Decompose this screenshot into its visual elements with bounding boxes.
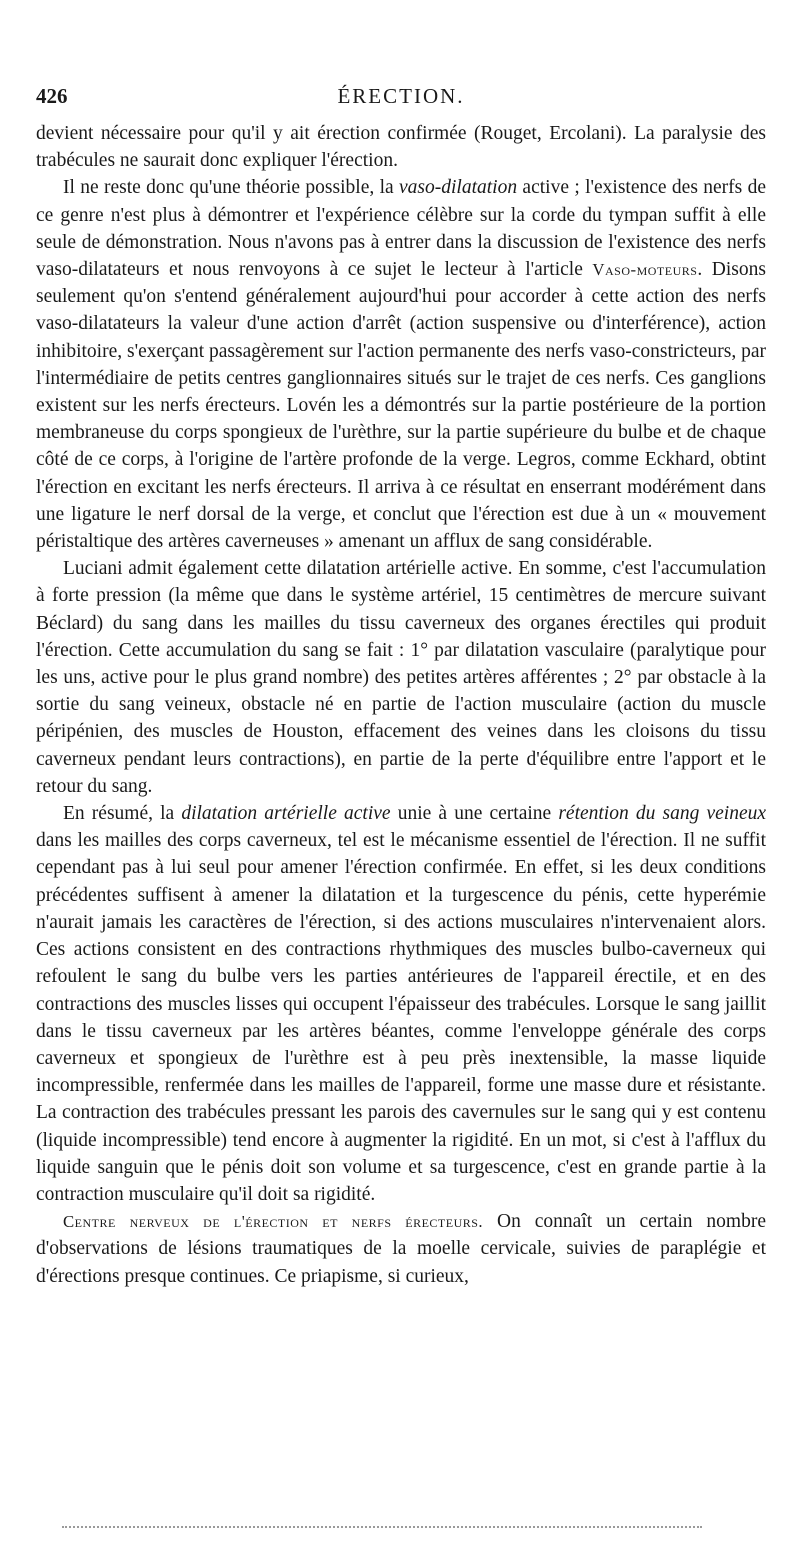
italic-term: dilatation artérielle active xyxy=(181,803,391,825)
paragraph-5 xyxy=(36,1208,766,1290)
text-run: . Disons seulement qu'on s'entend généralement aujourd'hui pour accorder à cette action des nerfs vaso-dilatateurs la valeur d'une action d'arrêt (action suspensive ou d'interférence), action inhibitoire, s'exerçant passagèrement sur l'action permanente des nerfs vaso-constricteurs, par l'intermédiaire de petits centres ganglionnaires situés sur le trajet de ces nerfs. Ces ganglions existent sur les nerfs érecteurs. Lovén les a démontrés sur la partie postérieure de la portion membraneuse du corps spongieux de l'urèthre, sur la partie supérieure du bulbe et de chaque côté de ce corps, à l'origine de l'artère profonde de la verge. Legros, comme Eckhard, obtint l'érection en excitant les nerfs érecteurs. Il arriva à ce résultat en enserrant modérément dans une ligature le nerf dorsal de la verge, et conclut que l'érection est due à un « mouvement péristaltique des artères caverneuses » amenant un afflux de sang considérable. xyxy=(36,259,766,553)
paragraph-2 xyxy=(36,174,766,555)
text-run: active ; l'existence des nerfs de ce genre n'est plus à démontrer et l'expérience célèbre sur la corde du tympan suffit à elle seule de démonstration. Nous n'avons pas à entrer dans la discussion de l'existence des nerfs vaso-dilatateurs et nous renvoyons à ce sujet le lecteur à l'article xyxy=(36,177,766,281)
page-number: 426 xyxy=(36,84,68,108)
running-header xyxy=(36,84,766,120)
text-run: dans les mailles des corps caverneux, tel est le mécanisme essentiel de l'érection. Il ne suffit cependant pas à lui seul pour amener l'érection confirmée. En effet, si les deux conditions précédentes suffisent à amener la dilatation et la turgescence du pénis, cette hyperémie n'aurait jamais les caractères de l'érection, si des actions musculaires n'intervenaient alors. Ces actions consistent en des contractions rhythmiques des muscles bulbo-caverneux qui refoulent le sang du bulbe vers les parties antérieures de l'appareil érectile, et en des contractions des muscles lisses qui occupent l'épaisseur des trabécules. Lorsque le sang jaillit dans le tissu caverneux par les artères béantes, comme l'enveloppe générale des corps caverneux et spongieux de l'urèthre est à peu près inextensible, la masse liquide incompressible, renfermée dans les mailles de l'appareil, forme une masse dure et résistante. La contraction des trabécules pressant les parois des cavernules sur le sang qui y est contenu (liquide incompressible) tend encore à augmenter la rigidité. En un mot, si c'est à l'afflux du liquide sanguin que le pénis doit son volume et sa turgescence, c'est en grande partie à la contraction musculaire qu'il doit sa rigidité. xyxy=(36,830,766,1205)
footer-bleed-through-line xyxy=(62,1526,702,1528)
section-heading: Centre nerveux de l'érection et nerfs érecteurs. xyxy=(63,1212,484,1232)
paragraph-1 xyxy=(36,120,766,174)
article-reference: Vaso-moteurs xyxy=(592,260,698,280)
text-run: Il ne reste donc qu'une théorie possible, la xyxy=(63,177,399,199)
paragraph-3 xyxy=(36,555,766,800)
italic-term: rétention du sang veineux xyxy=(558,803,767,825)
paragraph-text: devient nécessaire pour qu'il y ait érection confirmée (Rouget, Ercolani). La paralysie des trabécules ne saurait donc expliquer l'érection. xyxy=(36,123,766,172)
paragraph-4 xyxy=(36,800,766,1208)
text-run: unie à une certaine xyxy=(390,803,559,825)
text-run: En résumé, la xyxy=(63,803,182,825)
page xyxy=(36,84,766,1290)
italic-term: vaso-dilatation xyxy=(399,177,518,199)
text-run: On connaît un certain nombre d'observations de lésions traumatiques de la moelle cervicale, suivies de paraplégie et d'érections presque continues. Ce priapisme, si curieux, xyxy=(36,1211,766,1287)
paragraph-text: Luciani admit également cette dilatation artérielle active. En somme, c'est l'accumulation à forte pression (la même que dans le système artériel, 15 centimètres de mercure suivant Béclard) du sang dans les mailles du tissu caverneux des organes érectiles qui produit l'érection. Cette accumulation du sang se fait : 1° par dilatation vasculaire (paralytique pour les uns, active pour le plus grand nombre) des petites artères afférentes ; 2° par obstacle à la sortie du sang veineux, obstacle né en partie de l'action musculaire (action du muscle péripénien, des muscles de Houston, effacement des veines dans les cloisons du tissu caverneux pendant leurs contractions), en partie de la perte d'équilibre entre l'apport et le retour du sang. xyxy=(36,558,766,797)
running-title: ÉRECTION. xyxy=(337,84,465,108)
